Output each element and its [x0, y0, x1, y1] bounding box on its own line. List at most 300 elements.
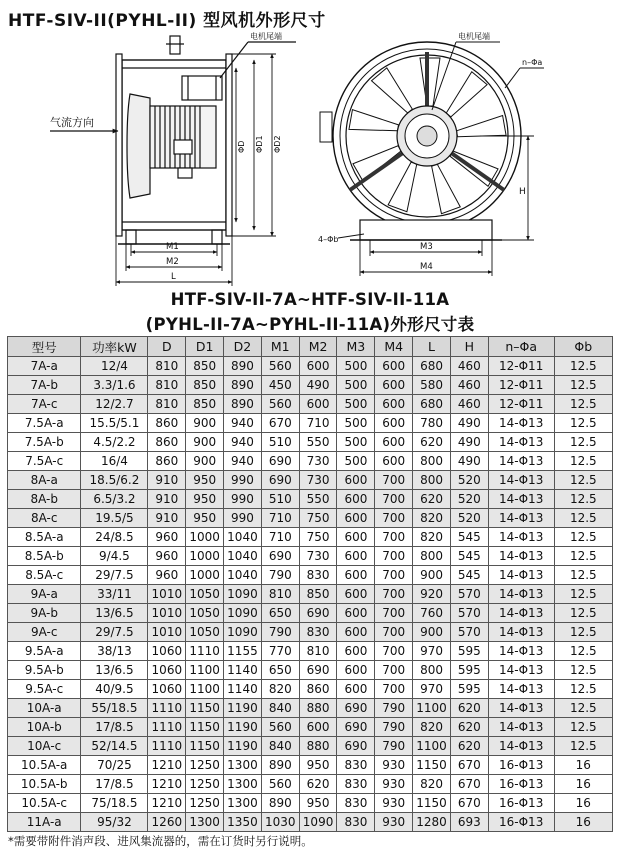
table-cell: 670: [450, 756, 488, 775]
table-row: [8, 509, 613, 528]
side-view: [116, 36, 296, 244]
table-cell: 9.5A-c: [8, 680, 81, 699]
table-cell: 940: [224, 433, 262, 452]
table-cell: 12.5: [554, 585, 612, 604]
fan-dimension-drawing: [0, 28, 620, 290]
table-cell: 12.5: [554, 699, 612, 718]
table-cell: 10A-b: [8, 718, 81, 737]
table-row: [8, 699, 613, 718]
table-cell: 730: [299, 452, 337, 471]
table-cell: 550: [299, 490, 337, 509]
dim-m4-label: M4: [420, 262, 433, 272]
table-cell: 14-Φ13: [488, 414, 554, 433]
table-cell: 595: [450, 680, 488, 699]
table-cell: 830: [337, 794, 375, 813]
column-header: D: [148, 337, 186, 357]
table-cell: 900: [186, 414, 224, 433]
table-cell: 930: [375, 756, 413, 775]
table-cell: 730: [299, 547, 337, 566]
table-cell: 690: [337, 699, 375, 718]
table-cell: 1100: [413, 737, 451, 756]
table-cell: 670: [261, 414, 299, 433]
table-cell: 770: [261, 642, 299, 661]
table-cell: 8.5A-b: [8, 547, 81, 566]
table-cell: 6.5/3.2: [81, 490, 148, 509]
table-cell: 10.5A-c: [8, 794, 81, 813]
table-cell: 680: [413, 395, 451, 414]
table-cell: 800: [413, 452, 451, 471]
table-cell: 1100: [186, 680, 224, 699]
table-cell: 16: [554, 813, 612, 832]
motor-terminal-label-right: 电机尾端: [458, 32, 490, 41]
table-cell: 860: [148, 433, 186, 452]
table-cell: 7A-b: [8, 376, 81, 395]
table-cell: 693: [450, 813, 488, 832]
table-cell: 16: [554, 775, 612, 794]
table-cell: 1140: [224, 661, 262, 680]
table-cell: 600: [337, 604, 375, 623]
table-cell: 8A-b: [8, 490, 81, 509]
table-row: [8, 414, 613, 433]
table-row: [8, 490, 613, 509]
table-cell: 12/4: [81, 357, 148, 376]
table-cell: 600: [299, 395, 337, 414]
table-cell: 14-Φ13: [488, 528, 554, 547]
table-cell: 830: [299, 623, 337, 642]
table-cell: 13/6.5: [81, 604, 148, 623]
table-cell: 830: [337, 813, 375, 832]
column-header: M3: [337, 337, 375, 357]
table-cell: 600: [337, 528, 375, 547]
table-cell: 10A-a: [8, 699, 81, 718]
table-cell: 990: [224, 509, 262, 528]
table-cell: 670: [450, 775, 488, 794]
table-cell: 810: [148, 357, 186, 376]
table-cell: 1090: [224, 585, 262, 604]
table-cell: 7A-c: [8, 395, 81, 414]
table-row: [8, 756, 613, 775]
table-cell: 700: [375, 547, 413, 566]
table-cell: 910: [148, 509, 186, 528]
table-cell: 9A-a: [8, 585, 81, 604]
table-cell: 16-Φ13: [488, 794, 554, 813]
table-cell: 790: [375, 737, 413, 756]
table-cell: 930: [375, 794, 413, 813]
table-cell: 24/8.5: [81, 528, 148, 547]
table-cell: 500: [337, 357, 375, 376]
table-row: [8, 737, 613, 756]
table-cell: 650: [261, 661, 299, 680]
table-cell: 600: [375, 414, 413, 433]
table-cell: 700: [375, 623, 413, 642]
table-cell: 10A-c: [8, 737, 81, 756]
airflow-label: 气流方向: [50, 116, 94, 129]
table-cell: 11A-a: [8, 813, 81, 832]
table-cell: 40/9.5: [81, 680, 148, 699]
table-cell: 700: [375, 509, 413, 528]
table-cell: 880: [299, 699, 337, 718]
table-cell: 830: [337, 775, 375, 794]
table-cell: 750: [299, 528, 337, 547]
motor-terminal-label-left: 电机尾端: [250, 32, 282, 41]
table-cell: 52/14.5: [81, 737, 148, 756]
table-cell: 950: [186, 490, 224, 509]
table-cell: 550: [299, 433, 337, 452]
table-row: [8, 813, 613, 832]
table-cell: 1010: [148, 604, 186, 623]
table-cell: 12.5: [554, 528, 612, 547]
table-cell: 600: [337, 547, 375, 566]
table-cell: 600: [337, 566, 375, 585]
table-cell: 620: [450, 718, 488, 737]
table-cell: 950: [299, 794, 337, 813]
table-cell: 1140: [224, 680, 262, 699]
table-cell: 880: [299, 737, 337, 756]
table-cell: 500: [337, 452, 375, 471]
table-cell: 12.5: [554, 395, 612, 414]
table-row: [8, 471, 613, 490]
table-cell: 1190: [224, 699, 262, 718]
table-row: [8, 585, 613, 604]
table-title-line1: HTF-SIV-II-7A~HTF-SIV-II-11A: [170, 290, 450, 309]
table-cell: 890: [224, 376, 262, 395]
table-cell: 14-Φ13: [488, 680, 554, 699]
table-cell: 500: [337, 414, 375, 433]
dim-d-label: ΦD: [237, 140, 246, 153]
table-row: [8, 566, 613, 585]
table-cell: 1190: [224, 718, 262, 737]
table-cell: 10.5A-b: [8, 775, 81, 794]
table-cell: 1110: [148, 737, 186, 756]
table-cell: 970: [413, 642, 451, 661]
footnote: *需要带附件消声段、进风集流器的，需在订货时另行说明。: [8, 834, 313, 848]
table-row: [8, 604, 613, 623]
table-cell: 860: [148, 414, 186, 433]
table-body: [8, 357, 613, 832]
table-cell: 490: [450, 433, 488, 452]
table-cell: 930: [375, 813, 413, 832]
table-cell: 840: [261, 737, 299, 756]
table-cell: 18.5/6.2: [81, 471, 148, 490]
table-cell: 12-Φ11: [488, 357, 554, 376]
column-header: M1: [261, 337, 299, 357]
table-cell: 1150: [186, 737, 224, 756]
table-cell: 620: [299, 775, 337, 794]
table-cell: 460: [450, 376, 488, 395]
table-cell: 9A-b: [8, 604, 81, 623]
table-cell: 70/25: [81, 756, 148, 775]
table-cell: 850: [186, 376, 224, 395]
table-cell: 1210: [148, 794, 186, 813]
table-cell: 1300: [224, 775, 262, 794]
table-cell: 545: [450, 528, 488, 547]
table-cell: 930: [375, 775, 413, 794]
table-row: [8, 680, 613, 699]
table-cell: 29/7.5: [81, 566, 148, 585]
table-cell: 9A-c: [8, 623, 81, 642]
table-cell: 12.5: [554, 490, 612, 509]
table-cell: 700: [375, 566, 413, 585]
dim-d1-label: ΦD1: [255, 135, 264, 153]
table-cell: 710: [261, 509, 299, 528]
table-cell: 900: [186, 433, 224, 452]
table-row: [8, 661, 613, 680]
table-cell: 12.5: [554, 509, 612, 528]
table-cell: 1210: [148, 756, 186, 775]
table-cell: 500: [337, 376, 375, 395]
table-cell: 510: [261, 433, 299, 452]
table-cell: 900: [413, 566, 451, 585]
table-cell: 1250: [186, 756, 224, 775]
table-cell: 900: [413, 623, 451, 642]
table-cell: 1150: [186, 718, 224, 737]
table-cell: 1350: [224, 813, 262, 832]
table-cell: 545: [450, 547, 488, 566]
table-cell: 690: [299, 661, 337, 680]
table-cell: 1300: [186, 813, 224, 832]
table-cell: 790: [261, 623, 299, 642]
table-cell: 9.5A-a: [8, 642, 81, 661]
table-cell: 820: [413, 509, 451, 528]
front-view: [320, 42, 544, 240]
table-cell: 680: [413, 357, 451, 376]
column-header: 功率kW: [81, 337, 148, 357]
table-cell: 1250: [186, 794, 224, 813]
table-row: [8, 623, 613, 642]
column-header: L: [413, 337, 451, 357]
table-cell: 14-Φ13: [488, 585, 554, 604]
table-cell: 960: [148, 566, 186, 585]
table-cell: 600: [337, 642, 375, 661]
table-cell: 710: [261, 528, 299, 547]
table-cell: 790: [261, 566, 299, 585]
page-title: HTF-SIV-II(PYHL-II) 型风机外形尺寸: [8, 11, 326, 31]
table-cell: 600: [375, 452, 413, 471]
table-cell: 16-Φ13: [488, 756, 554, 775]
table-row: [8, 433, 613, 452]
table-cell: 1210: [148, 775, 186, 794]
table-cell: 14-Φ13: [488, 661, 554, 680]
table-cell: 810: [299, 642, 337, 661]
table-cell: 560: [261, 357, 299, 376]
table-cell: 12/2.7: [81, 395, 148, 414]
table-cell: 850: [299, 585, 337, 604]
table-cell: 8.5A-c: [8, 566, 81, 585]
table-cell: 1010: [148, 585, 186, 604]
table-cell: 1110: [148, 718, 186, 737]
table-cell: 820: [413, 528, 451, 547]
table-cell: 8A-c: [8, 509, 81, 528]
table-cell: 700: [375, 680, 413, 699]
table-cell: 1030: [261, 813, 299, 832]
table-cell: 1060: [148, 661, 186, 680]
table-cell: 1060: [148, 680, 186, 699]
table-cell: 14-Φ13: [488, 547, 554, 566]
table-cell: 890: [224, 357, 262, 376]
table-cell: 12.5: [554, 414, 612, 433]
table-cell: 960: [148, 547, 186, 566]
table-header-row: [8, 337, 613, 357]
table-cell: 600: [337, 623, 375, 642]
table-cell: 7.5A-a: [8, 414, 81, 433]
table-cell: 14-Φ13: [488, 718, 554, 737]
table-cell: 600: [337, 490, 375, 509]
table-cell: 12.5: [554, 452, 612, 471]
table-cell: 17/8.5: [81, 775, 148, 794]
table-cell: 600: [299, 357, 337, 376]
table-cell: 890: [224, 395, 262, 414]
table-cell: 600: [337, 509, 375, 528]
dim-l-label: L: [171, 272, 176, 282]
table-cell: 14-Φ13: [488, 604, 554, 623]
table-row: [8, 395, 613, 414]
table-cell: 1050: [186, 585, 224, 604]
table-cell: 17/8.5: [81, 718, 148, 737]
table-cell: 19.5/5: [81, 509, 148, 528]
table-cell: 1060: [148, 642, 186, 661]
column-header: 型号: [8, 337, 81, 357]
table-cell: 9.5A-b: [8, 661, 81, 680]
dimension-table: [7, 336, 613, 832]
table-cell: 600: [299, 718, 337, 737]
table-cell: 520: [450, 490, 488, 509]
table-cell: 14-Φ13: [488, 471, 554, 490]
table-cell: 520: [450, 471, 488, 490]
table-cell: 950: [299, 756, 337, 775]
table-cell: 910: [148, 471, 186, 490]
table-cell: 29/7.5: [81, 623, 148, 642]
table-cell: 14-Φ13: [488, 642, 554, 661]
table-cell: 700: [375, 528, 413, 547]
table-cell: 14-Φ13: [488, 509, 554, 528]
table-cell: 920: [413, 585, 451, 604]
table-cell: 900: [186, 452, 224, 471]
table-cell: 690: [337, 718, 375, 737]
table-cell: 460: [450, 357, 488, 376]
table-row: [8, 547, 613, 566]
table-cell: 1300: [224, 756, 262, 775]
table-cell: 3.3/1.6: [81, 376, 148, 395]
table-cell: 4.5/2.2: [81, 433, 148, 452]
table-cell: 950: [186, 471, 224, 490]
table-cell: 14-Φ13: [488, 623, 554, 642]
table-cell: 33/11: [81, 585, 148, 604]
table-cell: 600: [375, 376, 413, 395]
table-cell: 810: [148, 395, 186, 414]
table-cell: 820: [413, 718, 451, 737]
table-cell: 490: [450, 452, 488, 471]
table-row: [8, 775, 613, 794]
table-cell: 830: [299, 566, 337, 585]
table-cell: 1090: [224, 623, 262, 642]
table-cell: 710: [299, 414, 337, 433]
table-cell: 790: [375, 718, 413, 737]
table-cell: 960: [148, 528, 186, 547]
table-cell: 940: [224, 414, 262, 433]
table-cell: 500: [337, 395, 375, 414]
table-cell: 730: [299, 471, 337, 490]
table-cell: 690: [299, 604, 337, 623]
table-row: [8, 718, 613, 737]
table-row: [8, 452, 613, 471]
table-cell: 1250: [186, 775, 224, 794]
table-cell: 600: [337, 680, 375, 699]
table-cell: 800: [413, 547, 451, 566]
table-cell: 1040: [224, 547, 262, 566]
table-cell: 1110: [148, 699, 186, 718]
table-cell: 780: [413, 414, 451, 433]
table-cell: 700: [375, 585, 413, 604]
dim-d2-label: ΦD2: [273, 135, 282, 153]
table-cell: 820: [261, 680, 299, 699]
table-cell: 800: [413, 471, 451, 490]
table-cell: 560: [261, 395, 299, 414]
table-cell: 12.5: [554, 604, 612, 623]
table-cell: 620: [450, 699, 488, 718]
table-cell: 12.5: [554, 642, 612, 661]
table-cell: 840: [261, 699, 299, 718]
table-cell: 1190: [224, 737, 262, 756]
table-cell: 16/4: [81, 452, 148, 471]
table-cell: 16-Φ13: [488, 775, 554, 794]
table-cell: 1110: [186, 642, 224, 661]
table-cell: 7A-a: [8, 357, 81, 376]
table-cell: 8A-a: [8, 471, 81, 490]
table-cell: 890: [261, 794, 299, 813]
table-cell: 545: [450, 566, 488, 585]
table-cell: 14-Φ13: [488, 699, 554, 718]
table-cell: 1000: [186, 528, 224, 547]
table-cell: 1100: [186, 661, 224, 680]
table-cell: 1150: [413, 756, 451, 775]
table-cell: 55/18.5: [81, 699, 148, 718]
table-row: [8, 794, 613, 813]
table-cell: 600: [337, 661, 375, 680]
table-cell: 560: [261, 775, 299, 794]
table-cell: 830: [337, 756, 375, 775]
table-cell: 12.5: [554, 737, 612, 756]
n-phi-a-label: n–Φa: [522, 58, 543, 67]
table-cell: 595: [450, 661, 488, 680]
table-cell: 700: [375, 661, 413, 680]
table-cell: 790: [375, 699, 413, 718]
table-cell: 690: [261, 471, 299, 490]
table-row: [8, 376, 613, 395]
dim-h-label: H: [519, 187, 526, 197]
table-cell: 490: [299, 376, 337, 395]
table-cell: 670: [450, 794, 488, 813]
table-cell: 490: [450, 414, 488, 433]
table-cell: 16: [554, 794, 612, 813]
table-cell: 14-Φ13: [488, 566, 554, 585]
dim-m2-label: M2: [166, 257, 179, 267]
table-cell: 600: [375, 357, 413, 376]
table-cell: 700: [375, 490, 413, 509]
table-cell: 600: [375, 433, 413, 452]
table-cell: 8.5A-a: [8, 528, 81, 547]
column-header: n–Φa: [488, 337, 554, 357]
table-cell: 7.5A-b: [8, 433, 81, 452]
table-cell: 700: [375, 642, 413, 661]
table-cell: 510: [261, 490, 299, 509]
table-cell: 1260: [148, 813, 186, 832]
table-cell: 520: [450, 509, 488, 528]
table-cell: 95/32: [81, 813, 148, 832]
table-cell: 595: [450, 642, 488, 661]
table-cell: 1040: [224, 528, 262, 547]
table-cell: 970: [413, 680, 451, 699]
table-cell: 1090: [224, 604, 262, 623]
